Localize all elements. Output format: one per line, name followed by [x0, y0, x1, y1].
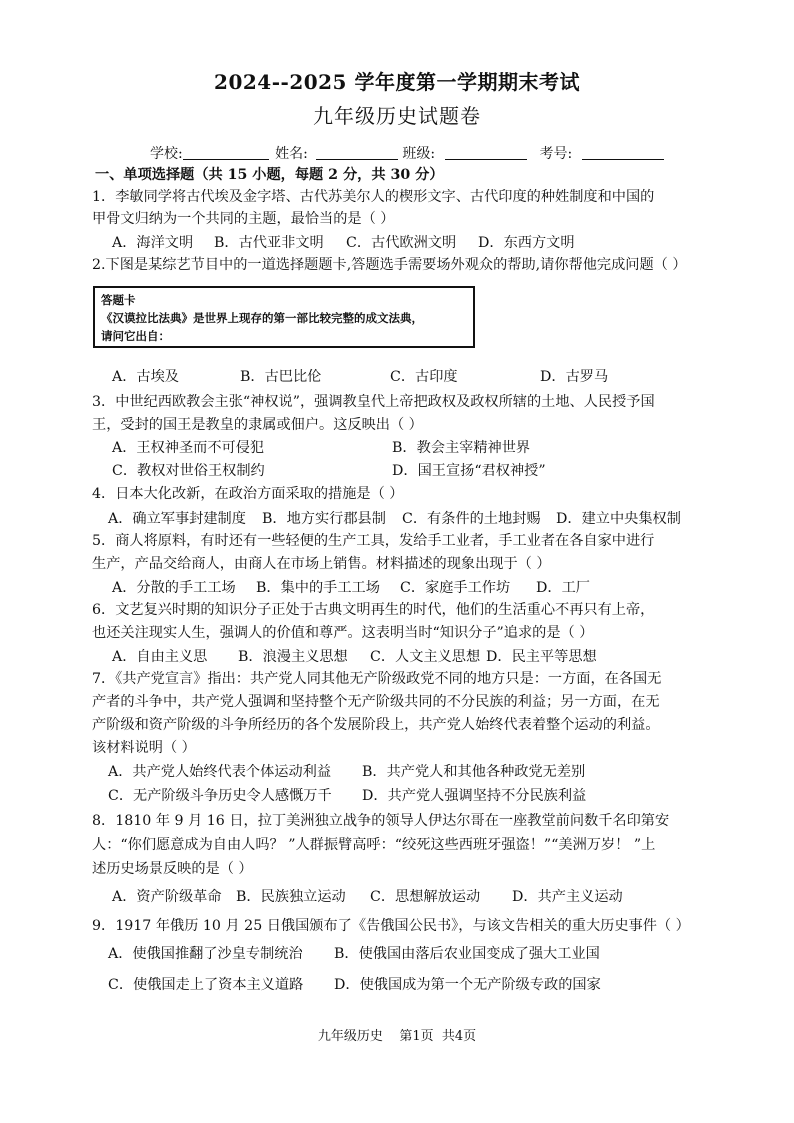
question-1-option-d: D．东西方文明	[478, 235, 575, 251]
question-5-option-a: A．分散的手工工场	[112, 580, 236, 596]
question-1-stem-line-2: 甲骨文归纳为一个共同的主题，最恰当的是（ ）	[92, 211, 395, 227]
question-3-option-b: B．教会主宰精神世界	[392, 440, 531, 456]
name-blank[interactable]	[316, 145, 398, 160]
question-7-option-a: A．共产党人始终代表个体运动利益	[108, 764, 332, 780]
question-3-stem-line-2: 王，受封的国王是教皇的隶属或佃户。这反映出（ ）	[92, 417, 423, 433]
question-2-option-d: D．古罗马	[540, 369, 609, 385]
exam-subtitle: 九年级历史试题卷	[313, 104, 481, 128]
question-1-option-b: B．古代亚非文明	[214, 235, 324, 251]
question-3-option-c: C．教权对世俗王权制约	[112, 463, 265, 479]
exam-title: 2024--2025 学年度第一学期期末考试	[214, 70, 580, 94]
question-8-stem-line-2: 人：“你们愿意成为自由人吗？ ”人群振臂高呼：“绞死这些西班牙强盗！”“美洲万岁！ ”上	[92, 837, 656, 853]
answer-card-label: 答题卡	[101, 293, 136, 307]
question-9-option-a: A．使俄国推翻了沙皇专制统治	[108, 946, 303, 962]
question-5-option-d: D．工厂	[536, 580, 590, 596]
question-5-stem-line-1: 5．商人将原料，有时还有一些轻便的生产工具，发给手工业者，手工业者在各自家中进行	[92, 533, 655, 549]
question-4-option-c: C．有条件的土地封赐	[402, 511, 541, 527]
name-label: 姓名:	[275, 146, 308, 162]
question-5-option-c: C．家庭手工作坊	[400, 580, 511, 596]
question-2-stem: 2.下图是某综艺节目中的一道选择题题卡,答题选手需要场外观众的帮助,请你帮他完成问题（ ）	[92, 257, 687, 273]
question-3-option-d: D．国王宣扬“君权神授”	[392, 463, 546, 479]
section-heading: 一、单项选择题（共 15 小题，每题 2 分，共 30 分）	[95, 167, 444, 183]
question-4-option-a: A．确立军事封建制度	[108, 511, 246, 527]
question-1-option-a: A．海洋文明	[112, 235, 194, 251]
class-blank[interactable]	[445, 145, 527, 160]
question-5-option-b: B．集中的手工工场	[256, 580, 380, 596]
question-7-stem-line-4: 该材料说明（ ）	[92, 740, 196, 756]
question-8-option-b: B．民族独立运动	[236, 889, 346, 905]
question-2-option-a: A．古埃及	[112, 369, 179, 385]
question-6-stem-line-2: 也还关注现实人生，强调人的价值和尊严。这表明当时“知识分子”追求的是（ ）	[92, 625, 594, 641]
question-2-option-c: C．古印度	[390, 369, 458, 385]
question-9-option-c: C．使俄国走上了资本主义道路	[108, 977, 304, 993]
answer-card	[93, 286, 475, 348]
question-3-stem-line-1: 3．中世纪西欧教会主张“神权说”，强调教皇代上帝把政权及政权所辖的土地、人民授予国	[92, 394, 655, 410]
question-9-option-d: D．使俄国成为第一个无产阶级专政的国家	[334, 977, 601, 993]
question-5-stem-line-2: 生产，产品交给商人，由商人在市场上销售。材料描述的现象出现于（ ）	[92, 556, 551, 572]
question-6-option-b: B．浪漫主义思想	[238, 649, 348, 665]
question-1-option-c: C．古代欧洲文明	[346, 235, 457, 251]
question-8-stem-line-1: 8．1810 年 9 月 16 日，拉丁美洲独立战争的领导人伊达尔哥在一座教堂前问数千名印第安	[92, 813, 670, 829]
question-4-option-d: D．建立中央集权制	[556, 511, 681, 527]
question-7-option-c: C．无产阶级斗争历史令人感慨万千	[108, 788, 332, 804]
question-6-stem-line-1: 6．文艺复兴时期的知识分子正处于古典文明再生的时代，他们的生活重心不再只有上帝，	[92, 602, 655, 618]
question-3-option-a: A．王权神圣而不可侵犯	[112, 440, 265, 456]
question-7-option-b: B．共产党人和其他各种政党无差别	[362, 764, 586, 780]
class-label: 班级:	[402, 146, 436, 162]
question-8-stem-line-3: 述历史场景反映的是（ ）	[92, 861, 253, 877]
exam-no-blank[interactable]	[582, 145, 664, 160]
question-9-option-b: B．使俄国由落后农业国变成了强大工业国	[334, 946, 600, 962]
school-label: 学校:	[150, 146, 183, 162]
question-7-stem-line-2: 产者的斗争中，共产党人强调和坚持整个无产阶级共同的不分民族的利益；另一方面，在无	[92, 694, 660, 710]
question-2-option-b: B．古巴比伦	[240, 369, 322, 385]
question-7-stem-line-3: 产阶级和资产阶级的斗争所经历的各个发展阶段上，共产党人始终代表着整个运动的利益。	[92, 717, 660, 733]
question-9-stem: 9．1917 年俄历 10 月 25 日俄国颁布了《告俄国公民书》，与该文告相关的重大历史事件（ ）	[92, 918, 690, 934]
question-4-stem: 4．日本大化改新，在政治方面采取的措施是（ ）	[92, 486, 404, 502]
school-blank[interactable]	[183, 145, 269, 160]
answer-card-line-2: 请问它出自：	[101, 329, 170, 343]
question-8-option-a: A．资产阶级革命	[112, 889, 222, 905]
question-7-option-d: D．共产党人强调坚持不分民族利益	[362, 788, 587, 804]
question-6-option-c: C．人文主义思想	[370, 649, 481, 665]
question-4-option-b: B．地方实行郡县制	[262, 511, 386, 527]
answer-card-line-1: 《汉谟拉比法典》是世界上现存的第一部比较完整的成文法典，	[101, 311, 423, 325]
question-7-stem-line-1: 7．《共产党宣言》指出：共产党人同其他无产阶级政党不同的地方只是：一方面，在各国无	[92, 671, 662, 687]
exam-no-label: 考号:	[539, 146, 573, 162]
question-8-option-c: C．思想解放运动	[370, 889, 481, 905]
question-6-option-d: D．民主平等思想	[486, 649, 597, 665]
question-6-option-a: A．自由主义思	[112, 649, 208, 665]
question-8-option-d: D．共产主义运动	[512, 889, 623, 905]
page-footer: 九年级历史 第1页 共4页	[317, 1029, 477, 1044]
student-info-row	[150, 143, 664, 163]
question-1-stem-line-1: 1．李敏同学将古代埃及金字塔、古代苏美尔人的楔形文字、古代印度的种姓制度和中国的	[92, 189, 655, 205]
